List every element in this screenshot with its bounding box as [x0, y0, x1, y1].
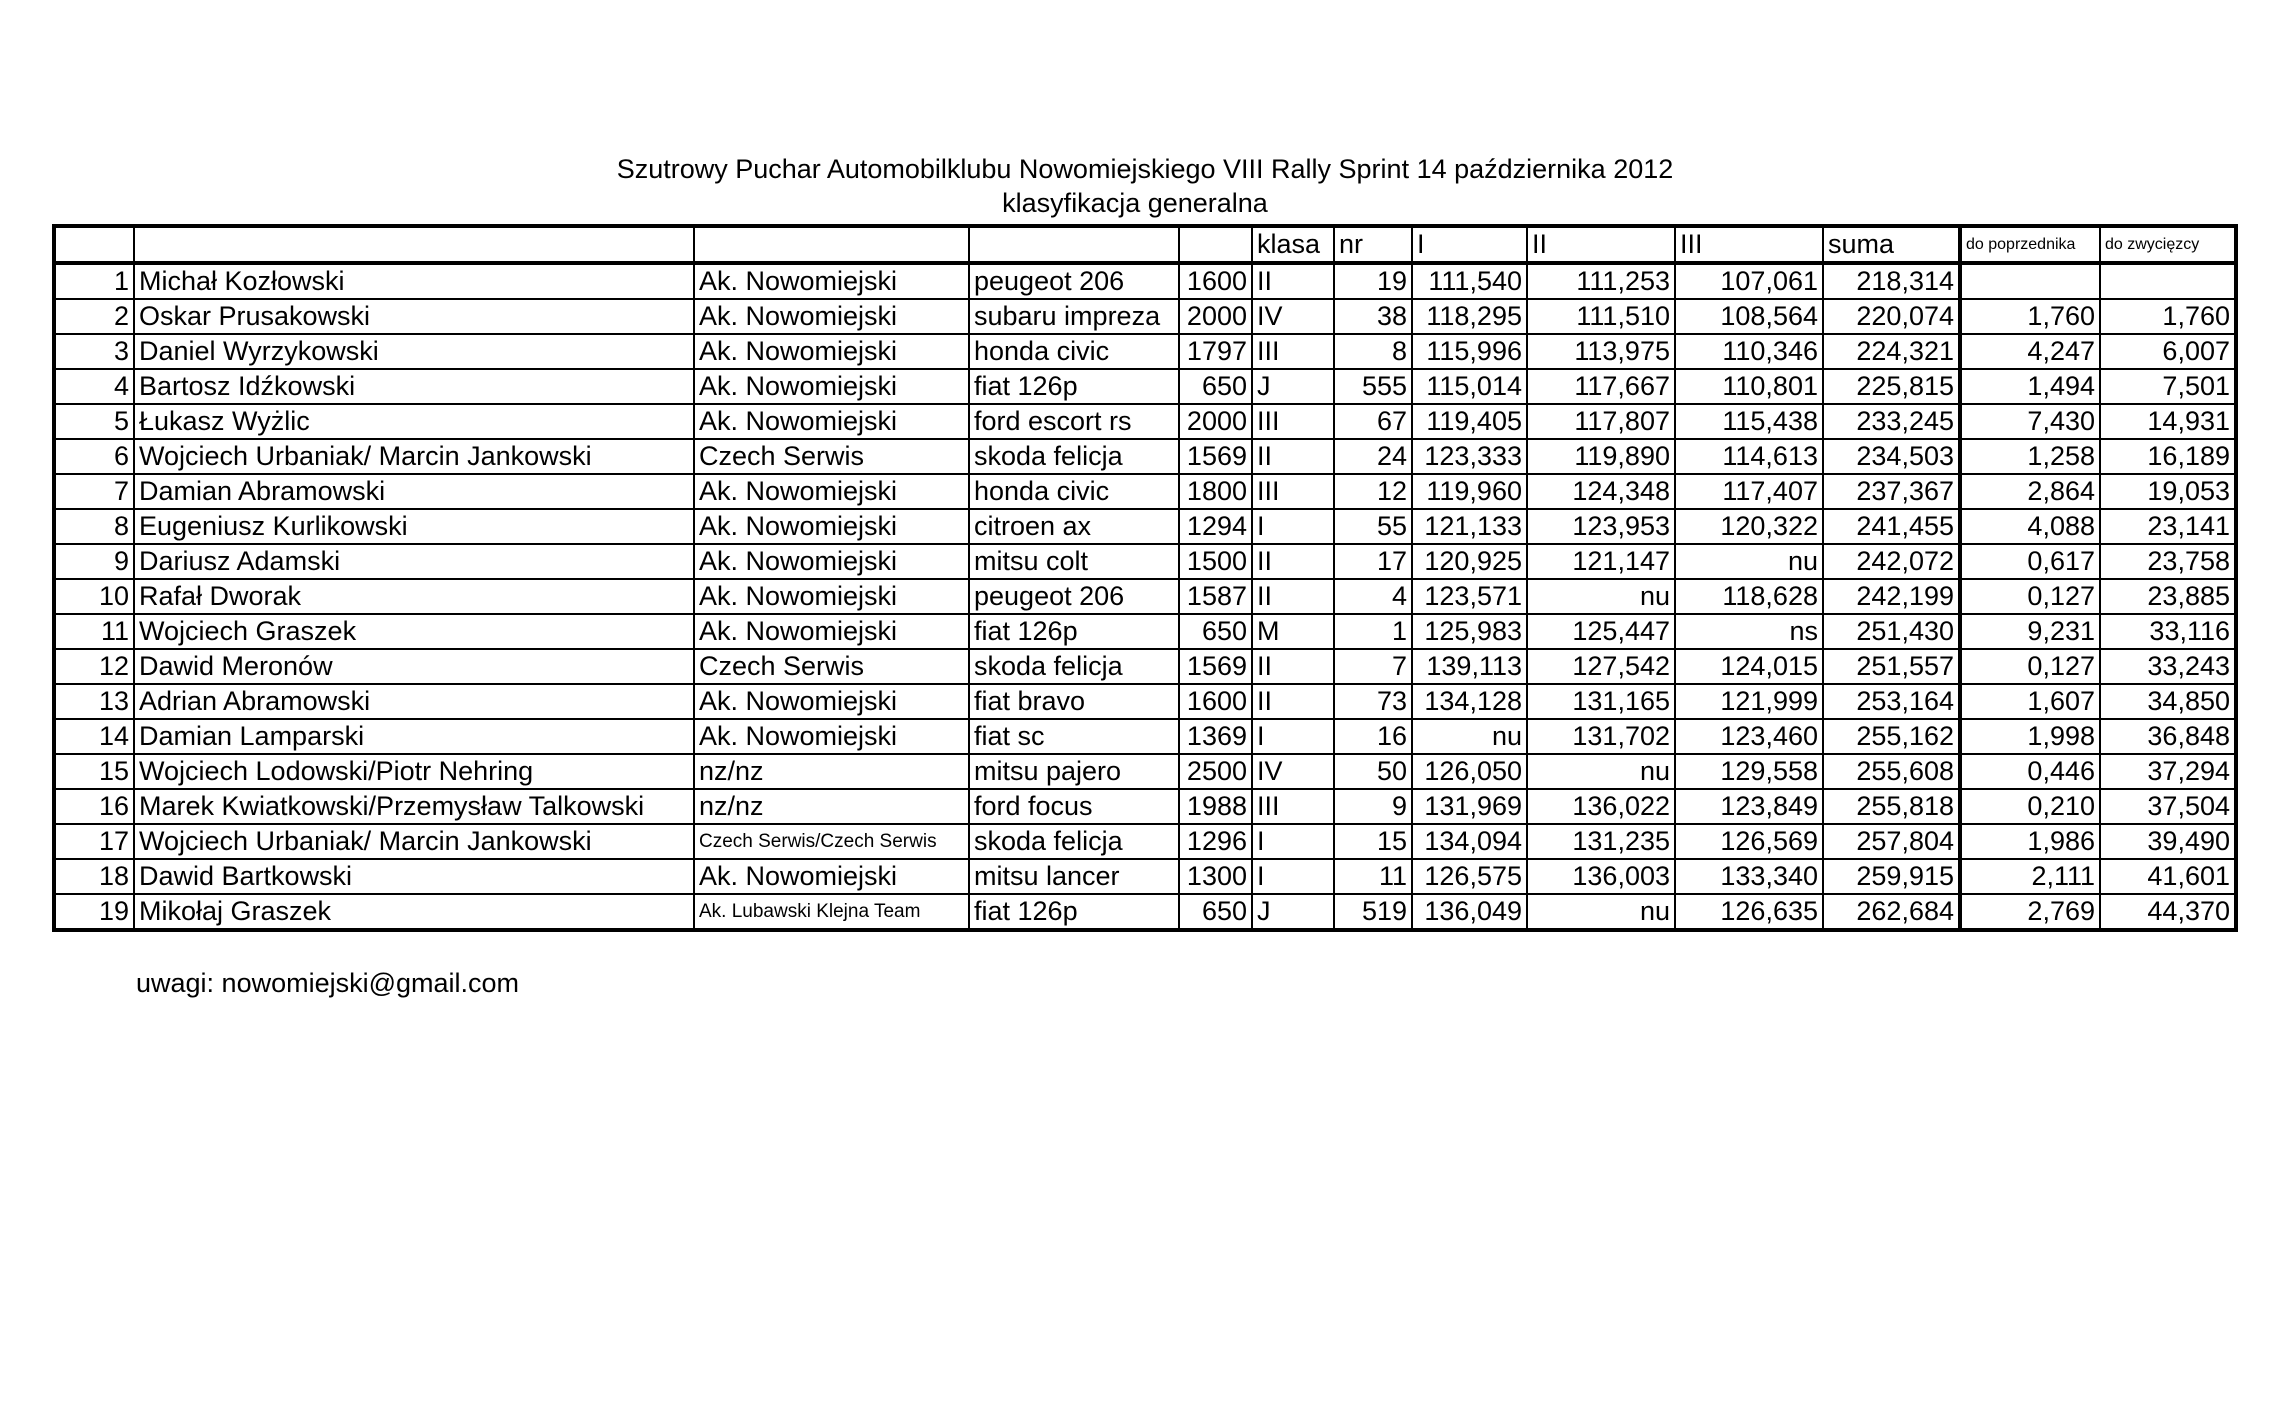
cell-gap-to-winner [2100, 263, 2236, 299]
cell-gap-to-winner: 14,931 [2100, 404, 2236, 439]
cell-class: J [1252, 369, 1334, 404]
cell-car: ford focus [969, 789, 1179, 824]
cell-run-1: 126,575 [1412, 859, 1527, 894]
cell-total: 255,608 [1823, 754, 1960, 789]
cell-driver: Marek Kwiatkowski/Przemysław Talkowski [134, 789, 694, 824]
cell-run-3: 129,558 [1675, 754, 1823, 789]
cell-gap-to-winner: 23,758 [2100, 544, 2236, 579]
table-row [54, 369, 2236, 404]
cell-gap-to-previous: 7,430 [1960, 404, 2100, 439]
cell-run-3: 124,015 [1675, 649, 1823, 684]
cell-driver: Dawid Bartkowski [134, 859, 694, 894]
cell-class: I [1252, 824, 1334, 859]
cell-run-2: 113,975 [1527, 334, 1675, 369]
cell-car: peugeot 206 [969, 579, 1179, 614]
cell-gap-to-winner: 23,885 [2100, 579, 2236, 614]
cell-run-3: nu [1675, 544, 1823, 579]
cell-driver: Wojciech Urbaniak/ Marcin Jankowski [134, 439, 694, 474]
cell-driver: Łukasz Wyżlic [134, 404, 694, 439]
cell-run-3: 117,407 [1675, 474, 1823, 509]
cell-run-2: 121,147 [1527, 544, 1675, 579]
header-row [54, 226, 2236, 263]
cell-gap-to-previous: 1,607 [1960, 684, 2100, 719]
cell-car: peugeot 206 [969, 263, 1179, 299]
cell-run-2: 136,022 [1527, 789, 1675, 824]
cell-gap-to-winner: 23,141 [2100, 509, 2236, 544]
cell-team: Ak. Nowomiejski [694, 299, 969, 334]
cell-run-3: 110,346 [1675, 334, 1823, 369]
cell-run-1: 118,295 [1412, 299, 1527, 334]
cell-run-2: 131,235 [1527, 824, 1675, 859]
cell-driver: Dariusz Adamski [134, 544, 694, 579]
cell-team: Ak. Nowomiejski [694, 509, 969, 544]
title-line-2: klasyfikacja generalna [1002, 188, 1268, 218]
table-row [54, 404, 2236, 439]
cell-total: 251,557 [1823, 649, 1960, 684]
cell-run-1: 111,540 [1412, 263, 1527, 299]
cell-capacity: 1797 [1179, 334, 1252, 369]
cell-car: subaru impreza [969, 299, 1179, 334]
cell-gap-to-previous: 1,998 [1960, 719, 2100, 754]
cell-number: 4 [1334, 579, 1412, 614]
cell-run-1: 120,925 [1412, 544, 1527, 579]
cell-gap-to-previous: 2,769 [1960, 894, 2100, 930]
cell-gap-to-winner: 19,053 [2100, 474, 2236, 509]
cell-run-1: 115,014 [1412, 369, 1527, 404]
cell-gap-to-winner: 16,189 [2100, 439, 2236, 474]
header-run-1: I [1412, 226, 1527, 263]
cell-gap-to-winner: 37,294 [2100, 754, 2236, 789]
cell-driver: Adrian Abramowski [134, 684, 694, 719]
cell-class: III [1252, 789, 1334, 824]
cell-team: Ak. Nowomiejski [694, 334, 969, 369]
cell-total: 241,455 [1823, 509, 1960, 544]
cell-run-1: 134,128 [1412, 684, 1527, 719]
cell-class: III [1252, 404, 1334, 439]
cell-gap-to-previous [1960, 263, 2100, 299]
cell-gap-to-previous: 0,127 [1960, 649, 2100, 684]
cell-run-2: 111,253 [1527, 263, 1675, 299]
cell-number: 12 [1334, 474, 1412, 509]
cell-run-2: 119,890 [1527, 439, 1675, 474]
cell-team: Ak. Nowomiejski [694, 369, 969, 404]
cell-driver: Damian Abramowski [134, 474, 694, 509]
cell-team: Ak. Nowomiejski [694, 684, 969, 719]
header-run-3: III [1675, 226, 1823, 263]
cell-capacity: 650 [1179, 614, 1252, 649]
table-row [54, 894, 2236, 930]
cell-position: 19 [54, 894, 134, 930]
cell-total: 237,367 [1823, 474, 1960, 509]
cell-number: 9 [1334, 789, 1412, 824]
cell-run-2: 117,807 [1527, 404, 1675, 439]
table-row [54, 439, 2236, 474]
cell-class: I [1252, 859, 1334, 894]
cell-gap-to-previous: 0,127 [1960, 579, 2100, 614]
table-row [54, 649, 2236, 684]
cell-gap-to-winner: 36,848 [2100, 719, 2236, 754]
header-car [969, 226, 1179, 263]
cell-class: IV [1252, 299, 1334, 334]
cell-class: II [1252, 684, 1334, 719]
cell-run-3: 126,569 [1675, 824, 1823, 859]
cell-position: 7 [54, 474, 134, 509]
cell-capacity: 1296 [1179, 824, 1252, 859]
cell-position: 11 [54, 614, 134, 649]
cell-number: 15 [1334, 824, 1412, 859]
cell-driver: Michał Kozłowski [134, 263, 694, 299]
cell-gap-to-previous: 2,111 [1960, 859, 2100, 894]
cell-run-2: nu [1527, 754, 1675, 789]
cell-car: fiat bravo [969, 684, 1179, 719]
header-capacity [1179, 226, 1252, 263]
cell-number: 38 [1334, 299, 1412, 334]
cell-car: honda civic [969, 334, 1179, 369]
cell-number: 555 [1334, 369, 1412, 404]
cell-run-2: 117,667 [1527, 369, 1675, 404]
cell-class: II [1252, 579, 1334, 614]
cell-number: 67 [1334, 404, 1412, 439]
cell-position: 16 [54, 789, 134, 824]
cell-class: I [1252, 509, 1334, 544]
cell-run-3: 118,628 [1675, 579, 1823, 614]
cell-run-1: 125,983 [1412, 614, 1527, 649]
cell-run-1: 119,405 [1412, 404, 1527, 439]
cell-class: M [1252, 614, 1334, 649]
cell-run-2: 123,953 [1527, 509, 1675, 544]
cell-capacity: 1800 [1179, 474, 1252, 509]
cell-run-1: 136,049 [1412, 894, 1527, 930]
cell-team: Ak. Nowomiejski [694, 404, 969, 439]
cell-run-1: 139,113 [1412, 649, 1527, 684]
cell-total: 218,314 [1823, 263, 1960, 299]
cell-run-3: ns [1675, 614, 1823, 649]
header-driver [134, 226, 694, 263]
cell-run-3: 107,061 [1675, 263, 1823, 299]
cell-run-2: 131,702 [1527, 719, 1675, 754]
cell-car: skoda felicja [969, 439, 1179, 474]
table-row [54, 684, 2236, 719]
table-row [54, 789, 2236, 824]
cell-position: 8 [54, 509, 134, 544]
table-row [54, 334, 2236, 369]
cell-driver: Damian Lamparski [134, 719, 694, 754]
cell-car: fiat 126p [969, 614, 1179, 649]
cell-team: Ak. Nowomiejski [694, 719, 969, 754]
cell-gap-to-winner: 33,116 [2100, 614, 2236, 649]
table-row [54, 719, 2236, 754]
cell-total: 220,074 [1823, 299, 1960, 334]
cell-class: II [1252, 544, 1334, 579]
header-number: nr [1334, 226, 1412, 263]
cell-capacity: 1569 [1179, 439, 1252, 474]
header-total: suma [1823, 226, 1960, 263]
cell-number: 19 [1334, 263, 1412, 299]
cell-gap-to-winner: 34,850 [2100, 684, 2236, 719]
cell-position: 10 [54, 579, 134, 614]
cell-driver: Bartosz Idźkowski [134, 369, 694, 404]
table-row [54, 824, 2236, 859]
cell-team: nz/nz [694, 789, 969, 824]
cell-capacity: 650 [1179, 369, 1252, 404]
cell-gap-to-winner: 41,601 [2100, 859, 2236, 894]
results-table [52, 224, 2238, 932]
cell-total: 225,815 [1823, 369, 1960, 404]
cell-gap-to-winner: 7,501 [2100, 369, 2236, 404]
cell-capacity: 2000 [1179, 404, 1252, 439]
cell-run-1: 131,969 [1412, 789, 1527, 824]
cell-total: 251,430 [1823, 614, 1960, 649]
cell-run-3: 110,801 [1675, 369, 1823, 404]
cell-position: 13 [54, 684, 134, 719]
cell-total: 253,164 [1823, 684, 1960, 719]
cell-gap-to-previous: 2,864 [1960, 474, 2100, 509]
cell-capacity: 2000 [1179, 299, 1252, 334]
cell-run-3: 115,438 [1675, 404, 1823, 439]
cell-run-1: 134,094 [1412, 824, 1527, 859]
cell-class: II [1252, 649, 1334, 684]
cell-capacity: 1500 [1179, 544, 1252, 579]
cell-gap-to-previous: 0,210 [1960, 789, 2100, 824]
cell-run-3: 114,613 [1675, 439, 1823, 474]
cell-position: 12 [54, 649, 134, 684]
cell-gap-to-winner: 33,243 [2100, 649, 2236, 684]
cell-gap-to-previous: 1,986 [1960, 824, 2100, 859]
cell-position: 9 [54, 544, 134, 579]
cell-capacity: 1294 [1179, 509, 1252, 544]
cell-run-3: 121,999 [1675, 684, 1823, 719]
cell-gap-to-previous: 9,231 [1960, 614, 2100, 649]
cell-position: 14 [54, 719, 134, 754]
cell-run-3: 133,340 [1675, 859, 1823, 894]
cell-gap-to-winner: 6,007 [2100, 334, 2236, 369]
cell-class: IV [1252, 754, 1334, 789]
table-row [54, 754, 2236, 789]
cell-team: Ak. Nowomiejski [694, 579, 969, 614]
table-row [54, 544, 2236, 579]
cell-run-2: nu [1527, 579, 1675, 614]
header-position [54, 226, 134, 263]
cell-driver: Mikołaj Graszek [134, 894, 694, 930]
cell-number: 50 [1334, 754, 1412, 789]
cell-total: 255,818 [1823, 789, 1960, 824]
cell-run-1: 126,050 [1412, 754, 1527, 789]
table-row [54, 614, 2236, 649]
cell-run-3: 108,564 [1675, 299, 1823, 334]
cell-number: 1 [1334, 614, 1412, 649]
cell-class: I [1252, 719, 1334, 754]
cell-capacity: 1988 [1179, 789, 1252, 824]
cell-run-3: 123,849 [1675, 789, 1823, 824]
cell-total: 255,162 [1823, 719, 1960, 754]
cell-number: 73 [1334, 684, 1412, 719]
header-run-2: II [1527, 226, 1675, 263]
cell-run-1: nu [1412, 719, 1527, 754]
cell-car: honda civic [969, 474, 1179, 509]
cell-run-2: 131,165 [1527, 684, 1675, 719]
header-gap-to-previous: do poprzednika [1960, 226, 2100, 263]
cell-team: Ak. Nowomiejski [694, 263, 969, 299]
cell-position: 4 [54, 369, 134, 404]
cell-position: 1 [54, 263, 134, 299]
cell-team: Ak. Nowomiejski [694, 859, 969, 894]
cell-total: 259,915 [1823, 859, 1960, 894]
cell-capacity: 1600 [1179, 263, 1252, 299]
cell-car: mitsu lancer [969, 859, 1179, 894]
cell-capacity: 1369 [1179, 719, 1252, 754]
cell-total: 233,245 [1823, 404, 1960, 439]
cell-number: 519 [1334, 894, 1412, 930]
cell-driver: Daniel Wyrzykowski [134, 334, 694, 369]
cell-number: 8 [1334, 334, 1412, 369]
cell-run-2: 124,348 [1527, 474, 1675, 509]
cell-gap-to-winner: 37,504 [2100, 789, 2236, 824]
cell-team: nz/nz [694, 754, 969, 789]
cell-class: J [1252, 894, 1334, 930]
cell-team: Czech Serwis [694, 649, 969, 684]
header-gap-to-winner: do zwycięzcy [2100, 226, 2236, 263]
table-row [54, 859, 2236, 894]
cell-capacity: 1587 [1179, 579, 1252, 614]
cell-capacity: 1600 [1179, 684, 1252, 719]
cell-capacity: 650 [1179, 894, 1252, 930]
table-row [54, 263, 2236, 299]
table-row [54, 509, 2236, 544]
cell-car: ford escort rs [969, 404, 1179, 439]
cell-number: 17 [1334, 544, 1412, 579]
cell-run-1: 115,996 [1412, 334, 1527, 369]
cell-position: 2 [54, 299, 134, 334]
cell-number: 7 [1334, 649, 1412, 684]
cell-car: mitsu colt [969, 544, 1179, 579]
cell-total: 242,199 [1823, 579, 1960, 614]
cell-gap-to-previous: 1,760 [1960, 299, 2100, 334]
cell-gap-to-winner: 1,760 [2100, 299, 2236, 334]
cell-total: 224,321 [1823, 334, 1960, 369]
cell-total: 242,072 [1823, 544, 1960, 579]
cell-team: Ak. Lubawski Klejna Team [694, 894, 969, 930]
cell-capacity: 2500 [1179, 754, 1252, 789]
cell-position: 15 [54, 754, 134, 789]
cell-car: mitsu pajero [969, 754, 1179, 789]
title-line-1: Szutrowy Puchar Automobilklubu Nowomiejskiego VIII Rally Sprint 14 października 2012 [616, 154, 1674, 184]
cell-run-2: 127,542 [1527, 649, 1675, 684]
cell-run-1: 119,960 [1412, 474, 1527, 509]
cell-total: 262,684 [1823, 894, 1960, 930]
cell-gap-to-previous: 0,617 [1960, 544, 2100, 579]
cell-total: 234,503 [1823, 439, 1960, 474]
cell-driver: Eugeniusz Kurlikowski [134, 509, 694, 544]
cell-driver: Wojciech Graszek [134, 614, 694, 649]
cell-run-3: 120,322 [1675, 509, 1823, 544]
cell-position: 17 [54, 824, 134, 859]
cell-class: II [1252, 263, 1334, 299]
cell-run-2: 125,447 [1527, 614, 1675, 649]
cell-car: citroen ax [969, 509, 1179, 544]
cell-gap-to-previous: 4,247 [1960, 334, 2100, 369]
cell-gap-to-previous: 4,088 [1960, 509, 2100, 544]
cell-gap-to-previous: 1,494 [1960, 369, 2100, 404]
table-row [54, 474, 2236, 509]
cell-car: fiat 126p [969, 369, 1179, 404]
cell-run-3: 126,635 [1675, 894, 1823, 930]
cell-capacity: 1300 [1179, 859, 1252, 894]
cell-class: III [1252, 334, 1334, 369]
cell-gap-to-previous: 1,258 [1960, 439, 2100, 474]
cell-position: 18 [54, 859, 134, 894]
cell-team: Czech Serwis/Czech Serwis [694, 824, 969, 859]
cell-run-2: nu [1527, 894, 1675, 930]
note-text: uwagi: nowomiejski@gmail.com [136, 968, 520, 998]
cell-driver: Rafał Dworak [134, 579, 694, 614]
cell-run-2: 136,003 [1527, 859, 1675, 894]
cell-team: Ak. Nowomiejski [694, 544, 969, 579]
cell-class: II [1252, 439, 1334, 474]
table-row [54, 299, 2236, 334]
cell-gap-to-previous: 0,446 [1960, 754, 2100, 789]
table-row [54, 579, 2236, 614]
cell-run-2: 111,510 [1527, 299, 1675, 334]
cell-car: fiat sc [969, 719, 1179, 754]
cell-team: Ak. Nowomiejski [694, 614, 969, 649]
header-team [694, 226, 969, 263]
cell-run-1: 123,571 [1412, 579, 1527, 614]
cell-driver: Oskar Prusakowski [134, 299, 694, 334]
cell-position: 6 [54, 439, 134, 474]
cell-run-1: 123,333 [1412, 439, 1527, 474]
cell-car: fiat 126p [969, 894, 1179, 930]
cell-team: Ak. Nowomiejski [694, 474, 969, 509]
header-class: klasa [1252, 226, 1334, 263]
cell-run-1: 121,133 [1412, 509, 1527, 544]
cell-capacity: 1569 [1179, 649, 1252, 684]
cell-gap-to-winner: 39,490 [2100, 824, 2236, 859]
cell-driver: Dawid Meronów [134, 649, 694, 684]
cell-gap-to-winner: 44,370 [2100, 894, 2236, 930]
cell-number: 24 [1334, 439, 1412, 474]
cell-team: Czech Serwis [694, 439, 969, 474]
cell-total: 257,804 [1823, 824, 1960, 859]
cell-run-3: 123,460 [1675, 719, 1823, 754]
cell-number: 16 [1334, 719, 1412, 754]
page-title [0, 152, 2270, 220]
cell-number: 55 [1334, 509, 1412, 544]
cell-driver: Wojciech Urbaniak/ Marcin Jankowski [134, 824, 694, 859]
cell-car: skoda felicja [969, 824, 1179, 859]
cell-position: 5 [54, 404, 134, 439]
cell-car: skoda felicja [969, 649, 1179, 684]
cell-number: 11 [1334, 859, 1412, 894]
cell-position: 3 [54, 334, 134, 369]
cell-class: III [1252, 474, 1334, 509]
cell-driver: Wojciech Lodowski/Piotr Nehring [134, 754, 694, 789]
